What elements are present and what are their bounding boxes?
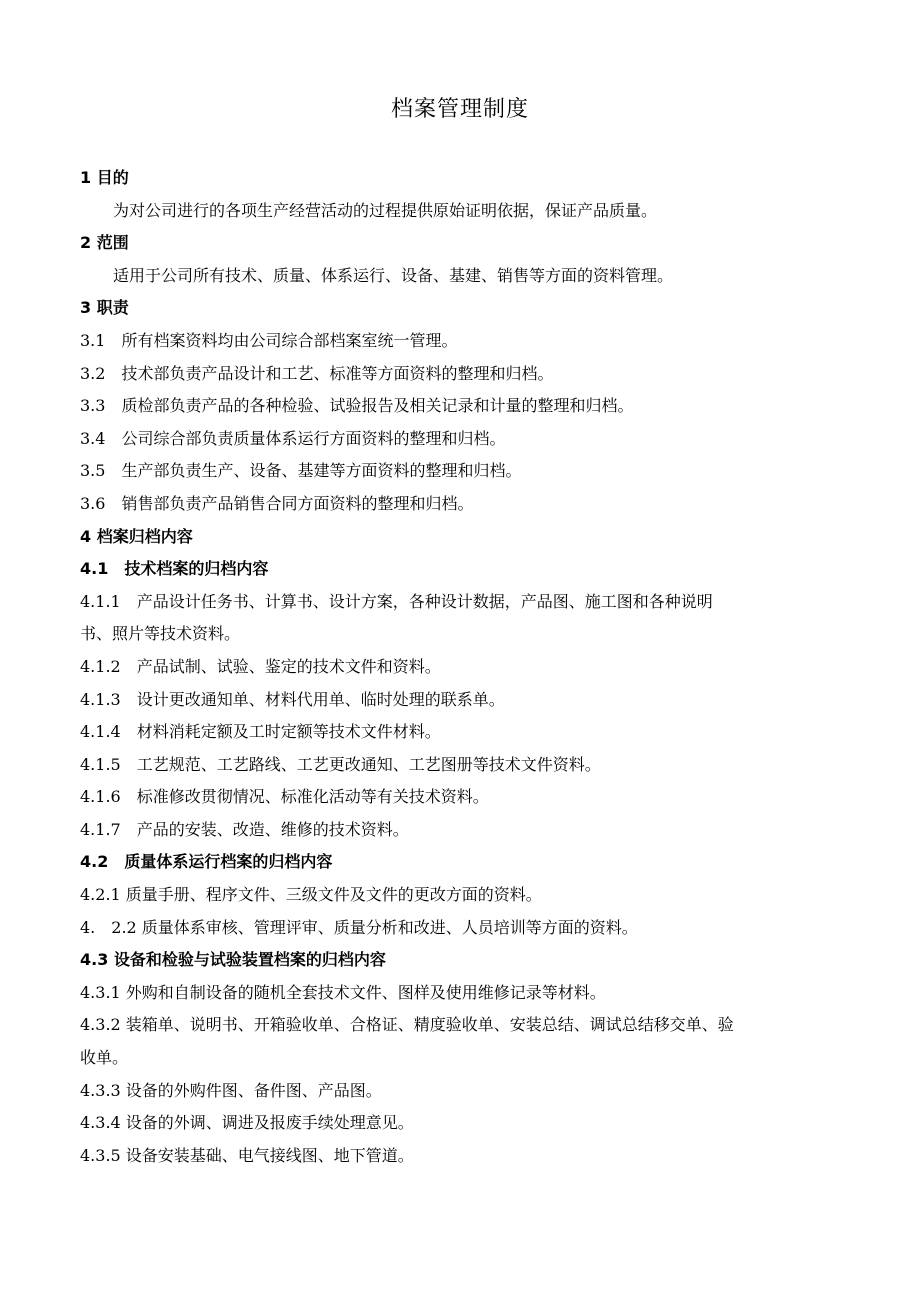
clause-text: 4.1.6 标准修改贯彻情况、标准化活动等有关技术资料。 [80, 787, 489, 807]
clause-text: 3.1 所有档案资料均由公司综合部档案室统一管理。 [80, 330, 458, 350]
clause-text: 4. 2.2 质量体系审核、管理评审、质量分析和改进、人员培训等方面的资料。 [80, 917, 638, 937]
paragraph-text: 为对公司进行的各项生产经营活动的过程提供原始证明依据，保证产品质量。 [113, 200, 658, 220]
clause-text: 3.2 技术部负责产品设计和工艺、标准等方面资料的整理和归档。 [80, 363, 554, 383]
clause-text: 4.1.4 材料消耗定额及工时定额等技术文件材料。 [80, 722, 441, 742]
clause-text: 4.3.3 设备的外购件图、备件图、产品图。 [80, 1080, 382, 1100]
document-title: 档案管理制度 [390, 97, 529, 122]
section-heading: 4.3 设备和检验与试验装置档案的归档内容 [80, 950, 386, 970]
clause-text: 收单。 [80, 1048, 129, 1068]
clause-text: 3.6 销售部负责产品销售合同方面资料的整理和归档。 [80, 493, 474, 513]
section-heading: 4 档案归档内容 [80, 526, 193, 546]
section-heading: 3 职责 [80, 298, 129, 318]
paragraph-text: 适用于公司所有技术、质量、体系运行、设备、基建、销售等方面的资料管理。 [113, 265, 674, 285]
clause-text: 4.2.1 质量手册、程序文件、三级文件及文件的更改方面的资料。 [80, 885, 542, 905]
clause-text: 3.3 质检部负责产品的各种检验、试验报告及相关记录和计量的整理和归档。 [80, 396, 634, 416]
clause-text: 4.1.7 产品的安装、改造、维修的技术资料。 [80, 819, 409, 839]
clause-text: 3.4 公司综合部负责质量体系运行方面资料的整理和归档。 [80, 428, 506, 448]
clause-text: 4.3.4 设备的外调、调进及报废手续处理意见。 [80, 1113, 414, 1133]
clause-text: 4.1.1 产品设计任务书、计算书、设计方案，各种设计数据，产品图、施工图和各种说明 [80, 591, 713, 611]
clause-text: 4.3.2 装箱单、说明书、开箱验收单、合格证、精度验收单、安装总结、调试总结移交单、验 [80, 1015, 734, 1035]
document-body [80, 162, 840, 1172]
clause-text: 4.1.2 产品试制、试验、鉴定的技术文件和资料。 [80, 656, 441, 676]
clause-text: 4.1.3 设计更改通知单、材料代用单、临时处理的联系单。 [80, 689, 505, 709]
section-heading: 2 范围 [80, 233, 129, 253]
section-heading: 4.1 技术档案的归档内容 [80, 559, 269, 579]
clause-text: 4.3.1 外购和自制设备的随机全套技术文件、图样及使用维修记录等材料。 [80, 982, 606, 1002]
clause-text: 4.3.5 设备安装基础、电气接线图、地下管道。 [80, 1145, 414, 1165]
clause-text: 4.1.5 工艺规范、工艺路线、工艺更改通知、工艺图册等技术文件资料。 [80, 754, 601, 774]
section-heading: 4.2 质量体系运行档案的归档内容 [80, 852, 333, 872]
clause-text: 书、照片等技术资料。 [80, 624, 241, 644]
clause-text: 3.5 生产部负责生产、设备、基建等方面资料的整理和归档。 [80, 461, 522, 481]
section-heading: 1 目的 [80, 168, 129, 187]
